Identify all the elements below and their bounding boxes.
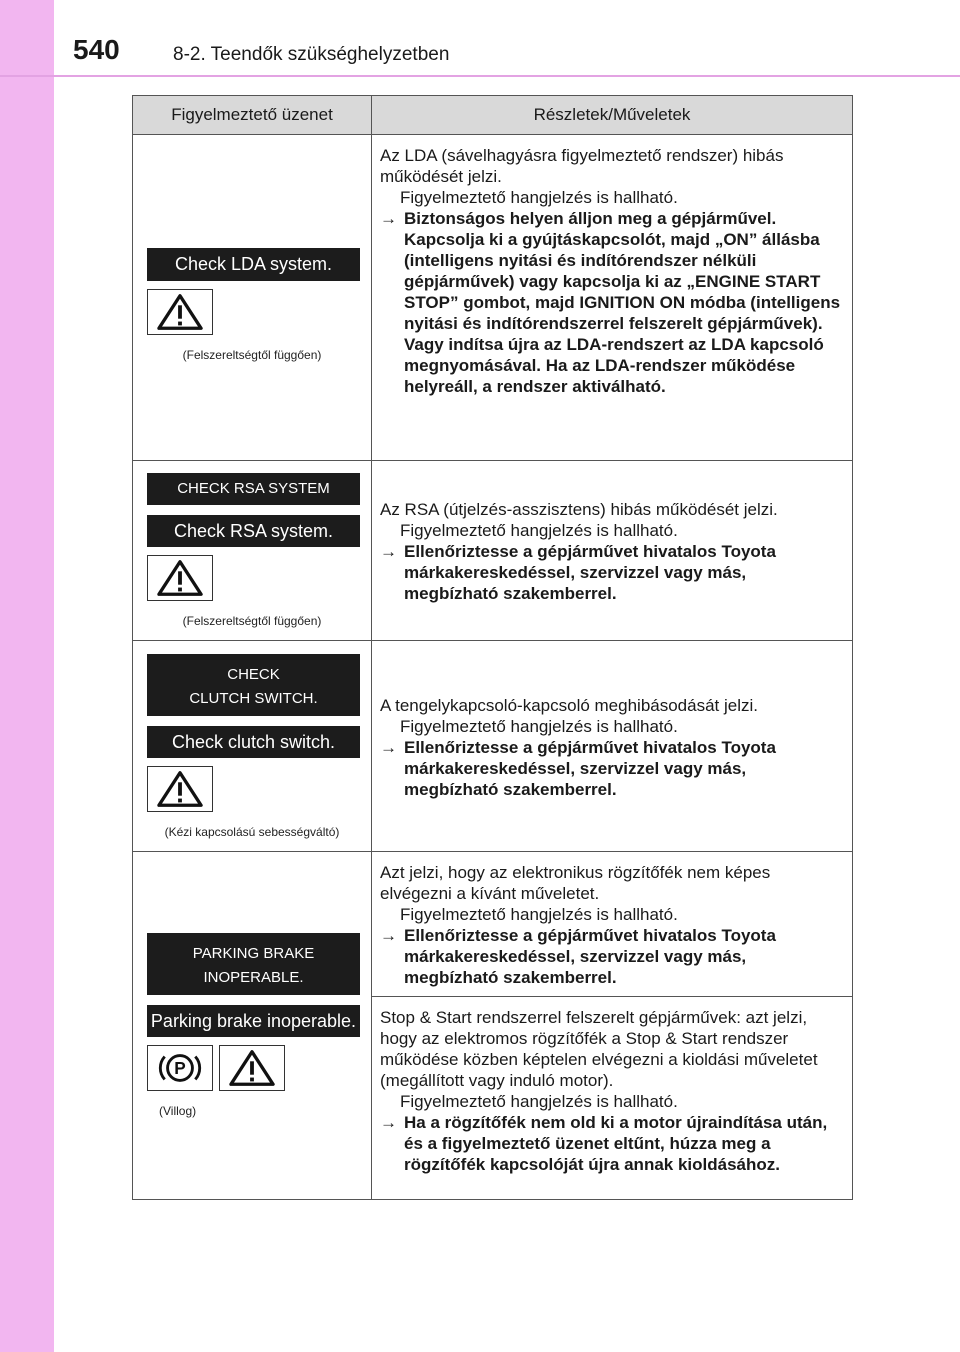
arrow-icon: → xyxy=(380,737,397,757)
arrow-icon: → xyxy=(380,209,397,228)
warning-message-table xyxy=(132,95,853,1200)
parking-action-b-text: Ha a rögzítőfék nem old ki a motor újraindítása után, és a figyelmeztető üzenet eltűnt, húzza meg a rögzítőfék kapcsolóját újra annak kioldásához. xyxy=(404,1113,828,1174)
lda-buzzer-note: Figyelmeztető hangjelzés is hallható. xyxy=(400,188,678,207)
details-cell-lda xyxy=(372,135,853,461)
message-cell-rsa xyxy=(133,461,372,641)
column-header-details: Részletek/Műveletek xyxy=(372,96,853,135)
side-tab xyxy=(0,0,54,1352)
lda-description: Az LDA (sávelhagyásra figyelmeztető rendszer) hibás működését jelzi. xyxy=(380,146,784,186)
column-header-message: Figyelmeztető üzenet xyxy=(133,96,372,135)
parking-action-a xyxy=(380,925,844,988)
page-number: 540 xyxy=(73,34,120,65)
rsa-action xyxy=(380,541,844,604)
clutch-display-message: Check clutch switch. xyxy=(147,726,360,758)
clutch-display-message-caps xyxy=(147,654,360,716)
rsa-display-message: Check RSA system. xyxy=(147,515,360,547)
parking-p-symbol: P xyxy=(174,1058,186,1079)
rsa-note: (Felszereltségtől függően) xyxy=(182,614,322,628)
table-row-lda xyxy=(133,135,853,461)
clutch-buzzer-note: Figyelmeztető hangjelzés is hallható. xyxy=(400,716,678,736)
rsa-display-message-caps: CHECK RSA SYSTEM xyxy=(147,473,360,505)
arrow-icon: → xyxy=(380,542,397,561)
parking-brake-icon xyxy=(147,1045,213,1091)
lda-display-message: Check LDA system. xyxy=(147,248,360,281)
clutch-description: A tengelykapcsoló-kapcsoló meghibásodását jelzi. xyxy=(380,695,759,715)
lda-note: (Felszereltségtől függően) xyxy=(182,347,322,362)
parking-buzzer-note-b: Figyelmeztető hangjelzés is hallható. xyxy=(400,1092,678,1111)
parking-display-line-2: INOPERABLE. xyxy=(203,969,304,986)
lda-action xyxy=(380,208,844,397)
details-cell-parking-b xyxy=(372,997,853,1200)
parking-display-line-1: PARKING BRAKE xyxy=(192,945,315,962)
warning-triangle-icon xyxy=(219,1045,285,1091)
parking-action-b xyxy=(380,1112,844,1175)
details-cell-clutch xyxy=(372,641,853,852)
details-cell-parking-a xyxy=(372,852,853,997)
clutch-display-line-2: CLUTCH SWITCH. xyxy=(189,689,318,707)
details-cell-rsa xyxy=(372,461,853,641)
lda-action-text: Biztonságos helyen álljon meg a gépjárművel. Kapcsolja ki a gyújtáskapcsolót, majd „ON” állásba (intelligens nyitási és indítórendszer nélküli gépjárművek) vagy kapcsolja ki az „ENGINE START STOP” gombot, majd IGNITION ON módba (intelligens nyitási és indítórendszerrel felszerelt gépjárművek). Vagy indítsa újra az LDA-rendszert az LDA kapcsoló megnyomásával. Ha az LDA-rendszer működése helyreáll, a rendszer aktiválható. xyxy=(404,209,841,396)
clutch-display-line-1: CHECK xyxy=(227,665,280,683)
parking-buzzer-note-a: Figyelmeztető hangjelzés is hallható. xyxy=(400,905,678,924)
rsa-description: Az RSA (útjelzés-asszisztens) hibás működését jelzi. xyxy=(380,500,778,519)
table-row-clutch xyxy=(133,641,853,852)
section-title: 8-2. Teendők szükséghelyzetben xyxy=(173,44,450,65)
parking-note: (Villog) xyxy=(159,1104,197,1118)
rsa-buzzer-note: Figyelmeztető hangjelzés is hallható. xyxy=(400,521,678,540)
clutch-note: (Kézi kapcsolású sebességváltó) xyxy=(164,824,340,839)
parking-action-a-text: Ellenőriztesse a gépjárművet hivatalos Toyota márkakereskedéssel, szervizzel vagy más, megbízható szakemberrel. xyxy=(404,926,776,987)
parking-display-message: Parking brake inoperable. xyxy=(147,1005,360,1037)
parking-display-message-caps xyxy=(147,933,360,995)
message-cell-clutch xyxy=(133,641,372,852)
arrow-icon: → xyxy=(380,926,397,945)
header-rule xyxy=(0,75,960,77)
warning-triangle-icon xyxy=(147,766,213,812)
arrow-icon: → xyxy=(380,1113,397,1132)
clutch-action xyxy=(380,737,844,800)
warning-triangle-icon xyxy=(147,289,213,335)
message-cell-parking-brake xyxy=(133,852,372,1200)
parking-description-b: Stop & Start rendszerrel felszerelt gépjárművek: azt jelzi, hogy az elektromos rögzítőfék a Stop & Start rendszer működése közben képtelen elvégezni a kioldási műveletet (megállított vagy induló motor). xyxy=(380,1008,818,1090)
message-cell-lda xyxy=(133,135,372,461)
clutch-action-text: Ellenőriztesse a gépjárművet hivatalos Toyota márkakereskedéssel, szervizzel vagy más, megbízható szakemberrel. xyxy=(404,737,776,799)
parking-description-a: Azt jelzi, hogy az elektronikus rögzítőfék nem képes elvégezni a kívánt műveletet. xyxy=(380,863,771,903)
warning-triangle-icon xyxy=(147,555,213,601)
rsa-action-text: Ellenőriztesse a gépjárművet hivatalos Toyota márkakereskedéssel, szervizzel vagy más, megbízható szakemberrel. xyxy=(404,542,776,603)
table-row-rsa xyxy=(133,461,853,641)
table-row-parking-brake xyxy=(133,852,853,997)
